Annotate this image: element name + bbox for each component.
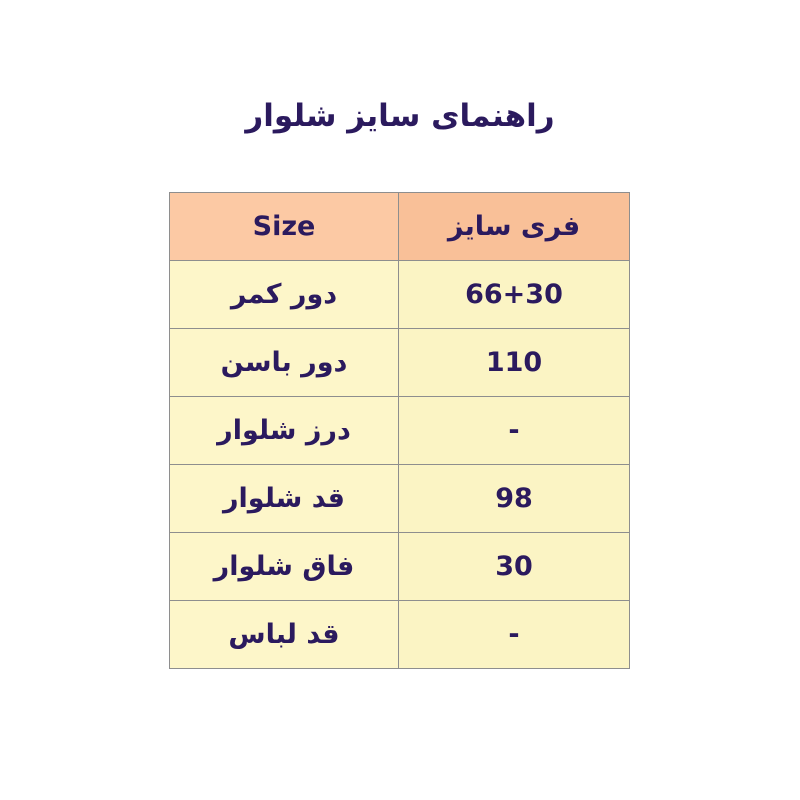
cell-label-hip: دور باسن <box>170 329 399 397</box>
page-title: راهنمای سایز شلوار <box>245 98 555 134</box>
cell-value-waist: 66+30 <box>399 261 630 329</box>
header-cell-free-size: فری سایز <box>399 193 630 261</box>
header-cell-size: Size <box>170 193 399 261</box>
cell-label-rise: فاق شلوار <box>170 533 399 601</box>
cell-value-rise: 30 <box>399 533 630 601</box>
table-body <box>170 261 630 669</box>
cell-value-garment-length: - <box>399 601 630 669</box>
cell-label-pants-length: قد شلوار <box>170 465 399 533</box>
cell-value-inseam: - <box>399 397 630 465</box>
cell-label-waist: دور کمر <box>170 261 399 329</box>
size-table-container <box>170 192 630 669</box>
table-row <box>170 329 630 397</box>
table-row <box>170 533 630 601</box>
cell-value-hip: 110 <box>399 329 630 397</box>
size-table <box>169 192 630 669</box>
table-row <box>170 261 630 329</box>
cell-label-garment-length: قد لباس <box>170 601 399 669</box>
cell-value-pants-length: 98 <box>399 465 630 533</box>
cell-label-inseam: درز شلوار <box>170 397 399 465</box>
table-row <box>170 601 630 669</box>
table-row <box>170 397 630 465</box>
table-header-row <box>170 193 630 261</box>
table-header <box>170 193 630 261</box>
table-row <box>170 465 630 533</box>
